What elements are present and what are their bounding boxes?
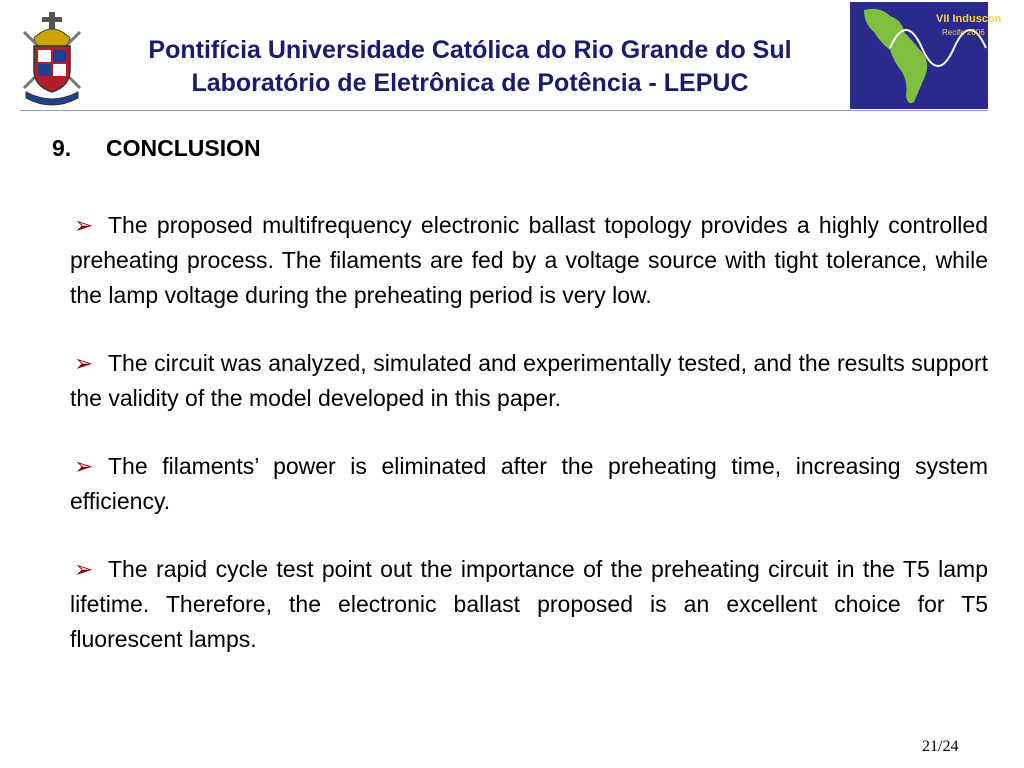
header-divider [20, 110, 988, 111]
bullet-text: The proposed multifrequency electronic ballast topology provides a highly controlled preheating process. The filaments are fed by a voltage source with tight tolerance, while the lamp voltage during the preheating period is very low. [70, 212, 988, 308]
bullet-item [70, 346, 988, 416]
conclusion-bullet-list [70, 208, 988, 690]
arrowhead-bullet-icon: ➢ [74, 212, 94, 238]
section-title: CONCLUSION [106, 135, 261, 161]
arrowhead-bullet-icon: ➢ [74, 350, 94, 376]
bullet-text: The filaments’ power is eliminated after the preheating time, increasing system efficiency. [70, 453, 988, 514]
header-title [95, 34, 845, 100]
bullet-text: The rapid cycle test point out the importance of the preheating circuit in the T5 lamp lifetime. Therefore, the electronic ballast proposed is an excellent choice for T5 fluorescent lamps. [70, 556, 988, 652]
university-crest-logo [20, 12, 84, 106]
arrowhead-bullet-icon: ➢ [74, 453, 94, 479]
section-heading [52, 133, 261, 163]
page-number: 21/24 [922, 738, 959, 755]
arrowhead-bullet-icon: ➢ [74, 556, 94, 582]
header-lab-name: Laboratório de Eletrônica de Potência - LEPUC [191, 69, 749, 97]
induscon-logo [850, 2, 1002, 109]
bullet-text: The circuit was analyzed, simulated and experimentally tested, and the results support the validity of the model developed in this paper. [70, 350, 988, 411]
section-number: 9. [52, 135, 72, 161]
bullet-item [70, 552, 988, 657]
induscon-logo-subtitle: Recife 2006 [942, 28, 985, 37]
bullet-item [70, 208, 988, 313]
bullet-item [70, 449, 988, 519]
induscon-logo-title: VII Induscon [936, 13, 1002, 25]
header-university-name: Pontifícia Universidade Católica do Rio Grande do Sul [148, 36, 792, 64]
